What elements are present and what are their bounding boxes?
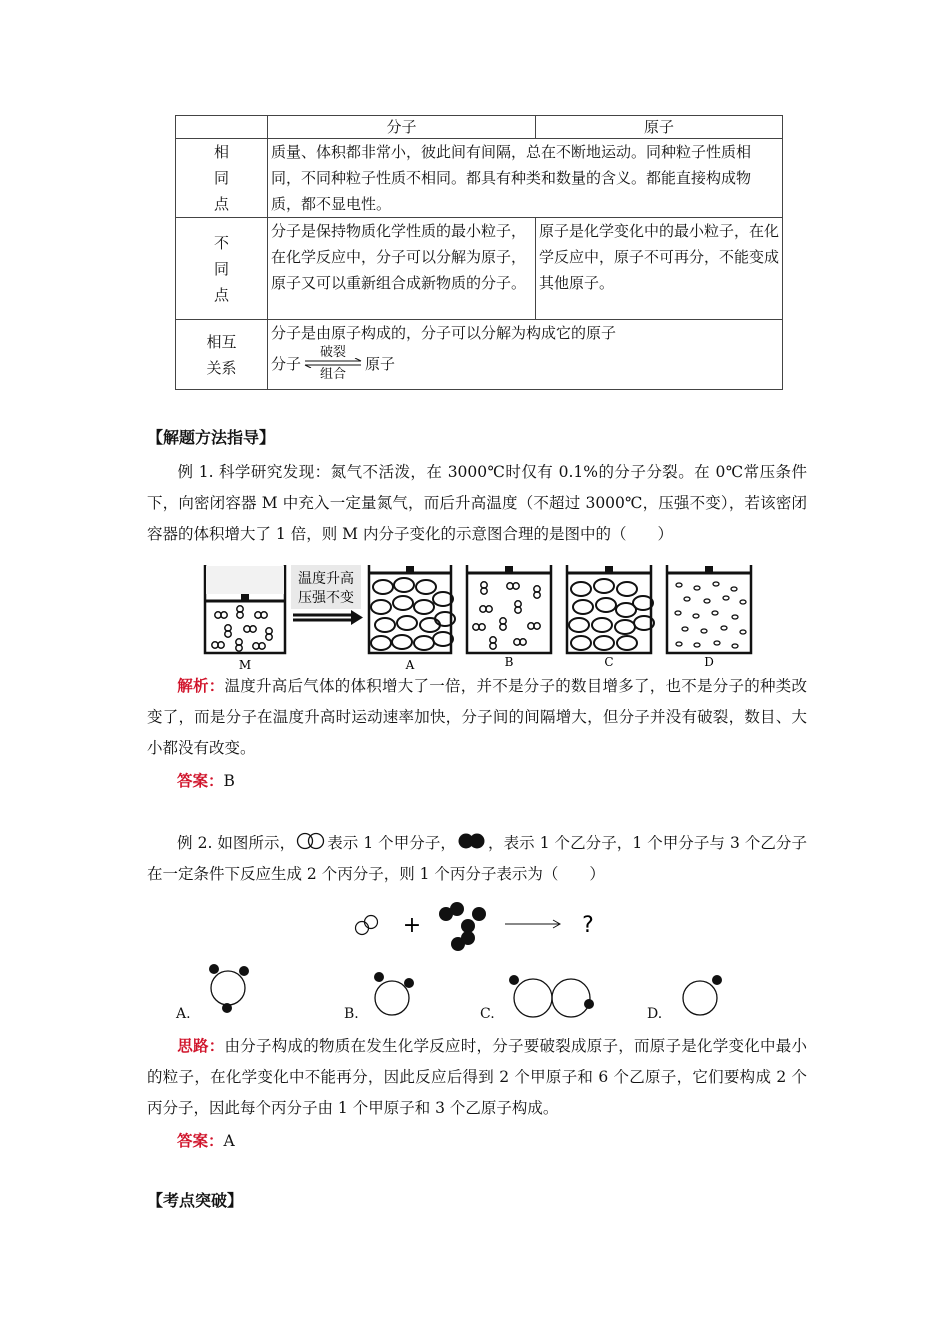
molecule-jia-icon	[295, 832, 327, 850]
arrow-top-label: 破裂	[320, 345, 347, 360]
relation-text: 分子是由原子构成的，分子可以分解为构成它的原子	[271, 324, 617, 342]
option-d-molecule	[676, 970, 726, 1020]
fig-label-m: M	[238, 658, 252, 672]
example1-question: 例 1. 科学研究发现：氮气不活泼，在 3000℃时仅有 0.1%的分子分裂。在 0℃常压条件下，向密闭容器 M 中充入一定量氮气，而后升高温度（不超过 3000℃，压强不变），若该密闭容器的体积增大了 1 倍，则 M 内分子变化的示意图合理的是图中的（ ）	[147, 463, 807, 543]
option-b-molecule	[368, 970, 418, 1020]
row-label-same: 相 同 点	[176, 139, 268, 218]
header-molecule: 分子	[268, 116, 536, 139]
table-row-same	[176, 139, 783, 218]
table-row-diff	[176, 218, 783, 320]
comparison-table	[175, 115, 783, 390]
relation-cell	[268, 320, 783, 390]
fig-label-c: C	[604, 655, 614, 669]
condition-top: 温度升高	[298, 571, 354, 587]
table-corner-cell	[176, 116, 268, 139]
container-m	[205, 565, 285, 653]
header-atom: 原子	[536, 116, 783, 139]
example1-answer: 答案：B	[177, 772, 235, 790]
arrow-bottom-label: 组合	[320, 367, 347, 382]
section-title-method: 【解题方法指导】	[147, 428, 276, 447]
reaction-arrow-icon	[505, 920, 560, 928]
table-row-relation	[176, 320, 783, 390]
option-a-label: A.	[176, 1006, 191, 1022]
option-c-molecule	[505, 968, 605, 1022]
option-c-label: C.	[480, 1006, 495, 1022]
relation-right: 原子	[365, 355, 396, 373]
table-header-row	[176, 116, 783, 139]
container-b	[467, 565, 551, 653]
relation-equation	[271, 346, 779, 382]
container-a	[369, 565, 455, 653]
example1-figure	[203, 563, 759, 673]
section-title-breakthrough: 【考点突破】	[147, 1191, 244, 1210]
condition-bottom: 压强不变	[298, 590, 354, 606]
relation-left: 分子	[271, 355, 302, 373]
option-b-label: B.	[344, 1006, 359, 1022]
diff-molecule-text: 分子是保持物质化学性质的最小粒子，在化学反应中，分子可以分解为原子，原子又可以重新组合成新物质的分子。	[268, 218, 536, 320]
reaction-figure	[350, 900, 610, 960]
fig-label-a: A	[405, 658, 415, 672]
fig-label-b: B	[504, 655, 514, 669]
example2-answer: 答案：A	[177, 1132, 235, 1150]
example1-analysis: 解析：温度升高后气体的体积增大了一倍，并不是分子的数目增多了，也不是分子的种类改变了，而是分子在温度升高时运动速率加快，分子间的间隔增大，但分子并没有破裂，数目、大小都没有改变。	[147, 677, 807, 757]
example2-idea: 思路：由分子构成的物质在发生化学反应时，分子要破裂成原子，而原子是化学变化中最小的粒子，在化学变化中不能再分，因此反应后得到 2 个甲原子和 6 个乙原子，它们要构成 2 个丙分子，因此每个丙分子由 1 个甲原子和 3 个乙原子构成。	[147, 1037, 807, 1117]
reactant-jia-icon	[356, 916, 378, 935]
row-label-relation: 相互 关系	[176, 320, 268, 390]
container-d	[667, 565, 751, 653]
condition-arrow	[291, 565, 363, 625]
molecule-yi-icon	[456, 832, 488, 850]
reaction-plus: +	[402, 913, 422, 938]
reactant-yi-icon	[439, 902, 486, 951]
example2-question: 例 2. 如图所示， 表示 1 个甲分子， ，表示 1 个乙分子，1 个甲分子与 3 个乙分子在一定条件下反应生成 2 个丙分子，则 1 个丙分子表示为（ ）	[147, 834, 807, 883]
same-points-text: 质量、体积都非常小，彼此间有间隔，总在不断地运动。同种粒子性质相同，不同种粒子性质不相同。都具有种类和数量的含义。都能直接构成物质，都不显电性。	[268, 139, 783, 218]
reaction-question: ?	[582, 913, 594, 938]
diff-atom-text: 原子是化学变化中的最小粒子，在化学反应中，原子不可再分，不能变成其他原子。	[536, 218, 783, 320]
option-d-label: D.	[647, 1006, 663, 1022]
container-c	[567, 565, 654, 653]
row-label-diff: 不 同 点	[176, 218, 268, 320]
fig-label-d: D	[704, 655, 714, 669]
option-a-molecule	[204, 962, 254, 1020]
reversible-arrow-icon	[303, 346, 363, 382]
